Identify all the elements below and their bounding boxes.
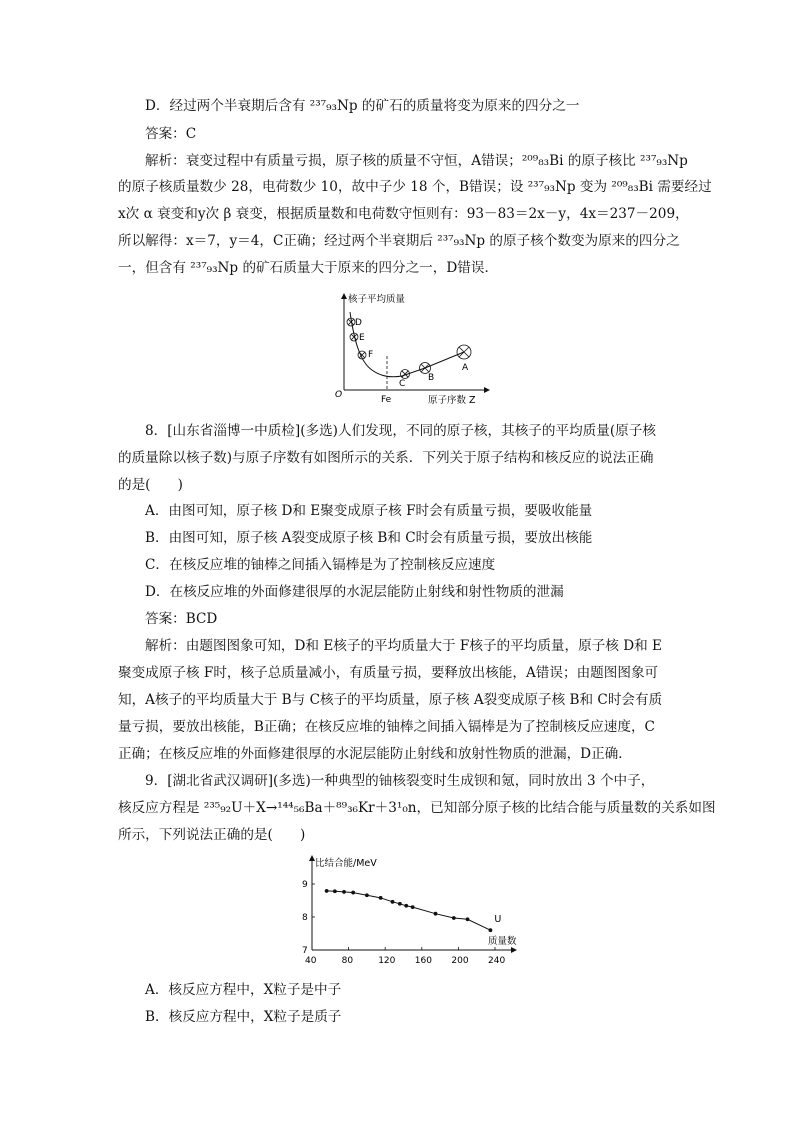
q7-analysis-line-5: 一，但含有 ²³⁷₉₃Np 的矿石质量大于原来的四分之一，D错误． (118, 260, 499, 276)
chart-ytick-label: 9 (302, 880, 308, 890)
fig1-curve (350, 312, 464, 377)
chart-point (489, 928, 493, 932)
q8-analysis-line-4: 量亏损，要放出核能，B正确；在核反应堆的铀棒之间插入镉棒是为了控制核反应速度，C (118, 719, 655, 735)
fig1-label-e: E (359, 333, 365, 343)
chart-point (333, 889, 337, 893)
q9-stem-line-1: 9．[湖北省武汉调研](多选)一种典型的铀核裂变时生成钡和氪，同时放出 3 个中子， (145, 773, 655, 789)
q8-analysis-line-3: 知，A核子的平均质量大于 B与 C核子的平均质量，原子核 A裂变成原子核 B和 C时会有质 (118, 692, 663, 708)
chart-point (325, 889, 329, 893)
chart-point (365, 893, 369, 897)
chart-xtick-label: 40 (305, 956, 317, 966)
chart-point (342, 890, 346, 894)
chart-point (466, 917, 470, 921)
q8-option-a: A．由图可知，原子核 D和 E聚变成原子核 F时会有质量亏损，要吸收能量 (145, 503, 593, 519)
fig1-label-f: F (368, 350, 374, 360)
chart-xtick-label: 120 (378, 956, 396, 966)
chart-point (391, 900, 395, 904)
binding-energy-chart (290, 852, 520, 970)
q8-analysis-line-1: 解析：由题图图象可知，D和 E核子的平均质量大于 F核子的平均质量，原子核 D和 E (145, 638, 662, 654)
q9-stem-line-3: 所示，下列说法正确的是( ) (118, 827, 306, 843)
q9-option-a: A．核反应方程中，X粒子是中子 (145, 982, 342, 998)
q8-option-c: C．在核反应堆的铀棒之间插入镉棒是为了控制核反应速度 (145, 557, 496, 573)
q8-stem-line-2: 的质量除以核子数)与原子序数有如图所示的关系．下列关于原子结构和核反应的说法正确 (118, 450, 654, 466)
q8-option-d: D．在核反应堆的外面修建很厚的水泥层能防止射线和射性物质的泄漏 (145, 584, 564, 600)
q7-answer: 答案：C (145, 126, 197, 142)
fig1-label-c: C (399, 379, 406, 389)
chart-point (452, 916, 456, 920)
fig1-ylabel: 核子平均质量 (348, 294, 406, 305)
q7-analysis-line-1: 解析：衰变过程中有质量亏损，原子核的质量不守恒，A错误；²⁰⁹₈₃Bi 的原子核比 ²³⁷₉₃Np (145, 153, 688, 169)
fig1-xlabel: 原子序数 Z (428, 395, 476, 406)
chart-point (351, 891, 355, 895)
q7-analysis-line-4: 所以解得：x＝7，y＝4，C正确；经过两个半衰期后 ²³⁷₉₃Np 的原子核个数变为原来的四分之 (118, 233, 680, 249)
q8-answer: 答案：BCD (145, 611, 218, 627)
chart-point (398, 902, 402, 906)
q8-stem-line-3: 的是( ) (118, 477, 183, 493)
fig1-fe-label: Fe (381, 395, 392, 405)
chart-ytick-label: 8 (302, 913, 308, 923)
chart-point (411, 905, 415, 909)
chart-xlabel: 质量数 (488, 936, 517, 947)
q9-stem-line-2: 核反应方程是 ²³⁵₉₂U＋X→¹⁴⁴₅₆Ba＋⁸⁹₃₆Kr＋3¹₀n，已知部分原子核的比结合能与质量数的关系如图 (118, 800, 716, 816)
q8-analysis-line-2: 聚变成原子核 F时，核子总质量减小，有质量亏损，要释放出核能，A错误；由题图图象可 (118, 665, 659, 681)
chart-xtick-label: 80 (341, 956, 354, 966)
fig1-label-d: D (355, 318, 362, 328)
fig1-point-a (457, 345, 471, 359)
chart-xtick-label: 200 (451, 956, 469, 966)
q7-analysis-line-3: x次 α 衰变和y次 β 衰变，根据质量数和电荷数守恒则有：93－83＝2x－y，4x＝237－209， (118, 206, 689, 222)
fig1-label-a: A (462, 363, 469, 373)
q7-analysis-line-2: 的原子核质量数少 28，电荷数少 10，故中子少 18 个，B错误；设 ²³⁷₉₃Np 变为 ²⁰⁹₈₃Bi 需要经过 (118, 179, 712, 195)
chart-xtick-label: 240 (488, 956, 506, 966)
fig1-point-b (420, 363, 431, 374)
q7-option-d: D．经过两个半衰期后含有 ²³⁷₉₃Np 的矿石的质量将变为原来的四分之一 (145, 98, 580, 114)
figure-nucleon-mass (332, 290, 492, 408)
fig1-label-b: B (428, 373, 435, 383)
q9-option-b: B．核反应方程中，X粒子是质子 (145, 1009, 342, 1025)
chart-point (434, 912, 438, 916)
chart-point (404, 904, 408, 908)
chart-series-line (327, 891, 491, 930)
q8-stem-line-1: 8．[山东省淄博一中质检](多选)人们发现，不同的原子核，其核子的平均质量(原子核 (145, 423, 656, 439)
chart-ylabel: 比结合能/MeV (315, 858, 377, 869)
q8-analysis-line-5: 正确；在核反应堆的外面修建很厚的水泥层能防止射线和放射性物质的泄漏，D正确． (118, 746, 632, 762)
q8-option-b: B．由图可知，原子核 A裂变成原子核 B和 C时会有质量亏损，要放出核能 (145, 530, 593, 546)
fig1-origin: O (335, 390, 343, 400)
chart-ytick-label: 7 (302, 946, 308, 956)
chart-xtick-label: 160 (414, 956, 432, 966)
chart-annotation-u: U (494, 914, 502, 926)
chart-point (379, 896, 383, 900)
